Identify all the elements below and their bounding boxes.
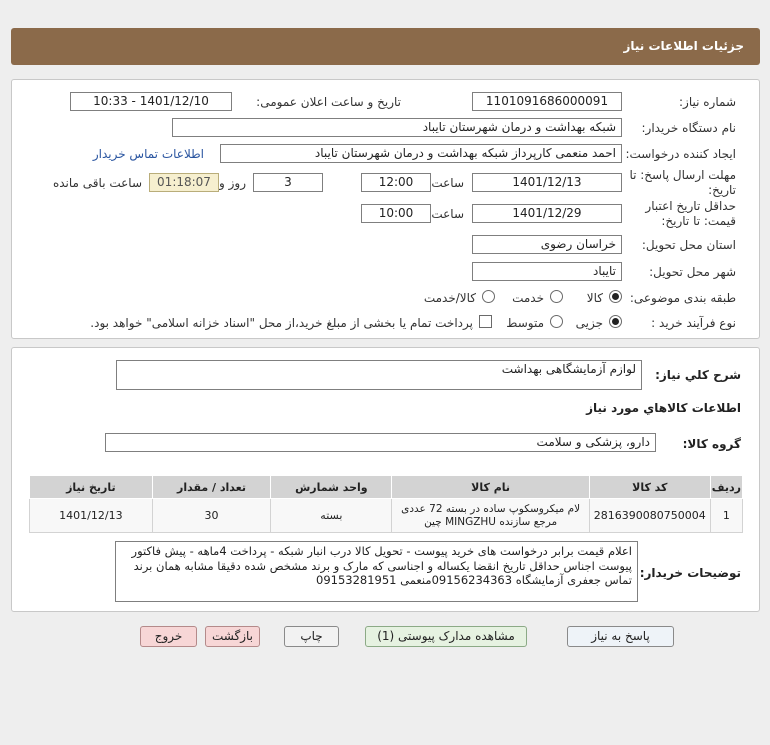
goods-table: [29, 475, 743, 533]
validity-date-field: 1401/12/29: [472, 204, 622, 223]
requester-label: ایجاد کننده درخواست:: [625, 147, 736, 161]
need-number-field: 1101091686000091: [472, 92, 622, 111]
col-unit: واحد شمارش: [271, 476, 392, 499]
print-button[interactable]: چاپ: [284, 626, 339, 647]
remaining-time-field: 01:18:07: [149, 173, 219, 192]
buyer-notes-field: اعلام قیمت برابر درخواست های خرید پیوست - تحویل کالا درب انبار شبکه - پرداخت 4ماهه - پیش فاکتور پیوست اجناس حداقل تاریخ انقضا یکساله و اجناسی که مارک و برند مشخص شده دقیقا مشابه همان برند تماس جعفری آزمایشگاه 09156234363منعمی 09153281951: [115, 541, 638, 602]
summary-label: شرح كلي نياز:: [655, 368, 741, 382]
province-label: استان محل تحویل:: [641, 238, 736, 252]
deadline-time-label: ساعت: [431, 176, 464, 190]
deadline-time-field: 12:00: [361, 173, 431, 192]
notes-label: توضیحات خریدار:: [639, 566, 741, 580]
validity-label-1: حداقل تاریخ اعتبار: [645, 199, 736, 213]
col-date: تاریخ نیاز: [30, 476, 153, 499]
city-label: شهر محل تحویل:: [649, 265, 736, 279]
days-label: روز و: [219, 176, 246, 190]
col-quantity: تعداد / مقدار: [152, 476, 271, 499]
treasury-checkbox[interactable]: [479, 315, 492, 328]
cell-quantity: 30: [152, 499, 271, 533]
buyer-contact-link[interactable]: اطلاعات تماس خریدار: [92, 147, 204, 161]
category-option-service: خدمت: [512, 291, 544, 305]
col-row: ردیف: [710, 476, 742, 499]
buyer-org-label: نام دستگاه خریدار:: [641, 121, 736, 135]
goods-group-label: گروه کالا:: [682, 437, 741, 451]
cell-name: لام میکروسکوپ ساده در بسته 72 عددی مرجع سازنده MINGZHU چین: [392, 499, 589, 533]
category-radio-service[interactable]: [550, 290, 563, 303]
category-option-goods-service: کالا/خدمت: [423, 291, 476, 305]
table-row: [30, 499, 743, 533]
category-radio-goods-service[interactable]: [482, 290, 495, 303]
requester-field: احمد منعمی کارپرداز شبکه بهداشت و درمان شهرستان تایباد: [220, 144, 622, 163]
attachments-button[interactable]: مشاهده مدارک پیوستی (1): [365, 626, 527, 647]
category-radio-goods[interactable]: [609, 290, 622, 303]
cell-row: 1: [710, 499, 742, 533]
treasury-note: پرداخت تمام یا بخشی از مبلغ خرید،از محل "اسناد خزانه اسلامی" خواهد بود.: [90, 316, 473, 330]
process-radio-medium[interactable]: [550, 315, 563, 328]
page-title: جزئیات اطلاعات نیاز: [11, 28, 760, 65]
city-field: تایباد: [472, 262, 622, 281]
details-panel: [11, 347, 760, 612]
back-button[interactable]: بازگشت: [205, 626, 260, 647]
announce-field: 1401/12/10 - 10:33: [70, 92, 232, 111]
summary-field: لوازم آزمایشگاهی بهداشت: [116, 360, 642, 390]
reply-button[interactable]: پاسخ به نیاز: [567, 626, 674, 647]
process-option-minor: جزیی: [575, 316, 603, 330]
remaining-label: ساعت باقی مانده: [52, 176, 142, 190]
deadline-days-field: 3: [253, 173, 323, 192]
goods-info-title: اطلاعات كالاهاي مورد نياز: [586, 401, 741, 415]
process-label: نوع فرآیند خرید :: [651, 316, 736, 330]
col-name: نام کالا: [392, 476, 589, 499]
buyer-org-field: شبکه بهداشت و درمان شهرستان تایباد: [172, 118, 622, 137]
deadline-date-field: 1401/12/13: [472, 173, 622, 192]
validity-label-2: قیمت: تا تاریخ:: [661, 214, 736, 228]
process-option-medium: متوسط: [506, 316, 544, 330]
exit-button[interactable]: خروج: [140, 626, 197, 647]
cell-unit: بسته: [271, 499, 392, 533]
deadline-label-2: تاریخ:: [708, 183, 736, 197]
cell-code: 2816390080750004: [589, 499, 710, 533]
province-field: خراسان رضوی: [472, 235, 622, 254]
category-option-goods: کالا: [586, 291, 603, 305]
goods-group-field: دارو، پزشکی و سلامت: [105, 433, 656, 452]
deadline-label-1: مهلت ارسال پاسخ: تا: [629, 168, 736, 182]
category-label: طبقه بندی موضوعی:: [629, 291, 736, 305]
validity-time-label: ساعت: [431, 207, 464, 221]
need-number-label: شماره نیاز:: [679, 95, 736, 109]
table-header-row: [30, 476, 743, 499]
announce-label: تاریخ و ساعت اعلان عمومی:: [256, 95, 401, 109]
cell-date: 1401/12/13: [30, 499, 153, 533]
process-radio-minor[interactable]: [609, 315, 622, 328]
col-code: کد کالا: [589, 476, 710, 499]
validity-time-field: 10:00: [361, 204, 431, 223]
need-info-panel: [11, 79, 760, 339]
